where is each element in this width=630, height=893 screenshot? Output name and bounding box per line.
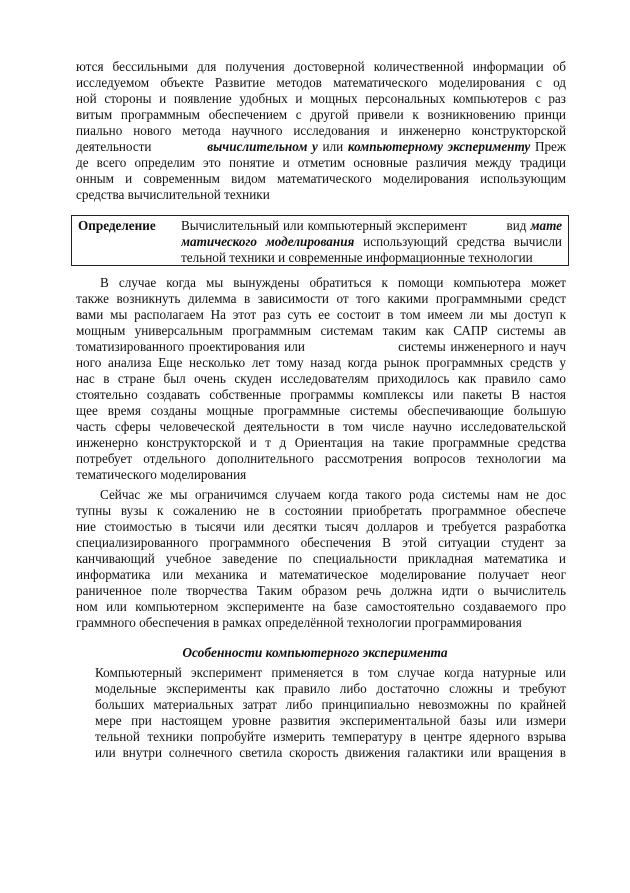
text-line — [76, 139, 566, 155]
text-line: граммного обеспечения в рамках определённой технологии программирования — [76, 615, 522, 630]
text-line: нас в стране был очень скуден исследователям приходилось как правило само — [76, 371, 566, 386]
text-line: мере при настоящем уровне развития экспериментальной базы или измери — [95, 713, 566, 728]
text-line: де всего определим это понятие и отметим основные различия между традици — [76, 155, 566, 170]
text-line: витым программным обеспечением с другой привели к возникновению принци — [76, 107, 566, 122]
text-line: или внутри солнечного светила скорость движения галактики или вращения в — [95, 745, 566, 760]
definition-text: вид — [506, 218, 527, 233]
text-line: В случае когда мы вынуждены обратиться к помощи компьютера может — [100, 275, 566, 290]
text-line: специализированного программного обеспечения В этой ситуации студент за — [76, 535, 566, 550]
text-line: Компьютерный эксперимент применяется в том случае когда натурные или — [95, 665, 566, 680]
definition-text: использующий средства вычисли — [363, 234, 562, 249]
text-line: пиально нового метода научного исследования и инженерно конструкторской — [76, 123, 566, 138]
text-line: тельной техники попробуйте измерить температуру в центре ядерного взрыва — [95, 729, 566, 744]
definition-text: Вычислительный или компьютерный эксперимент — [181, 218, 468, 233]
text-line: тупны вузы к сожалению не в состоянии приобретать программное обеспече — [76, 503, 566, 518]
text-line: средства вычислительной техники — [76, 187, 270, 202]
text-line: раниченное поле творчества Таким образом речь должна идти о вычислитель — [76, 583, 566, 598]
section-heading: Особенности компьютерного эксперимента — [182, 645, 448, 660]
definition-line: тельной техники и современные информационные технологии — [181, 250, 533, 265]
text-line: ной стороны и появление удобных и мощных персональных компьютеров с раз — [76, 91, 566, 106]
text-line: также возникнуть дилемма в зависимости от того какими программными средст — [76, 291, 566, 306]
text-fragment: или — [322, 139, 344, 154]
text-fragment: системы инженерного и науч — [398, 339, 566, 354]
text-fragment: Преж — [534, 139, 566, 154]
text-line: ние стоимостью в тысячи или десятки тысяч долларов и требуется разработка — [76, 519, 566, 534]
term-computational: вычислительном у — [207, 139, 318, 154]
definition-term: мате — [530, 218, 562, 233]
text-line: ном или компьютерном эксперименте на базе самостоятельно создаваемого про — [76, 599, 566, 614]
text-line: ного анализа Еще несколько лет тому назад когда рынок программных средств у — [76, 355, 566, 370]
definition-line — [181, 218, 562, 234]
text-line: ются бессильными для получения достоверной количественной информации об — [76, 59, 566, 74]
term-computer-experiment: компьютерному эксперименту — [347, 139, 531, 154]
text-line: информатика или механика и математическое моделирование получает неог — [76, 567, 566, 582]
text-line: потребует отдельного дополнительного рассмотрения вопросов технологии ма — [76, 451, 566, 466]
text-fragment: томатизированного проектирования или — [76, 339, 305, 354]
text-line: модельные эксперименты как правило либо достаточно сложны и требуют — [95, 681, 566, 696]
text-line: тематического моделирования — [76, 467, 247, 482]
text-line: инженерно конструкторской и т д Ориентация на такие программные средства — [76, 435, 566, 450]
text-line: мощным универсальным программным системам таким как САПР системы ав — [76, 323, 566, 338]
text-line: вами мы располагаем На этот раз суть ее состоит в том имеем ли мы доступ к — [76, 307, 566, 322]
text-line: исследуемом объекте Развитие методов математического моделирования с од — [76, 75, 566, 90]
definition-term: матического моделирования — [181, 234, 355, 249]
text-line: Сейчас же мы ограничимся случаем когда такого рода системы нам не дос — [100, 487, 566, 502]
text-line: щее время созданы мощные программные системы обеспечивающие большую — [76, 403, 566, 418]
text-fragment: деятельности — [76, 139, 152, 154]
definition-label: Определение — [78, 218, 156, 233]
text-line: онным и современным видом математического моделирования использующим — [76, 171, 566, 186]
text-line: канчивающий учебное заведение по специальности прикладная математика и — [76, 551, 566, 566]
definition-line — [181, 234, 562, 250]
text-line: часть сферы человеческой деятельности в том числе научно исследовательской — [76, 419, 566, 434]
text-line — [76, 339, 566, 355]
text-line: больших материальных затрат либо принципиально невозможны по крайней — [95, 697, 566, 712]
text-line: стоятельно создавать собственные программы комплексы или пакеты В настоя — [76, 387, 566, 402]
